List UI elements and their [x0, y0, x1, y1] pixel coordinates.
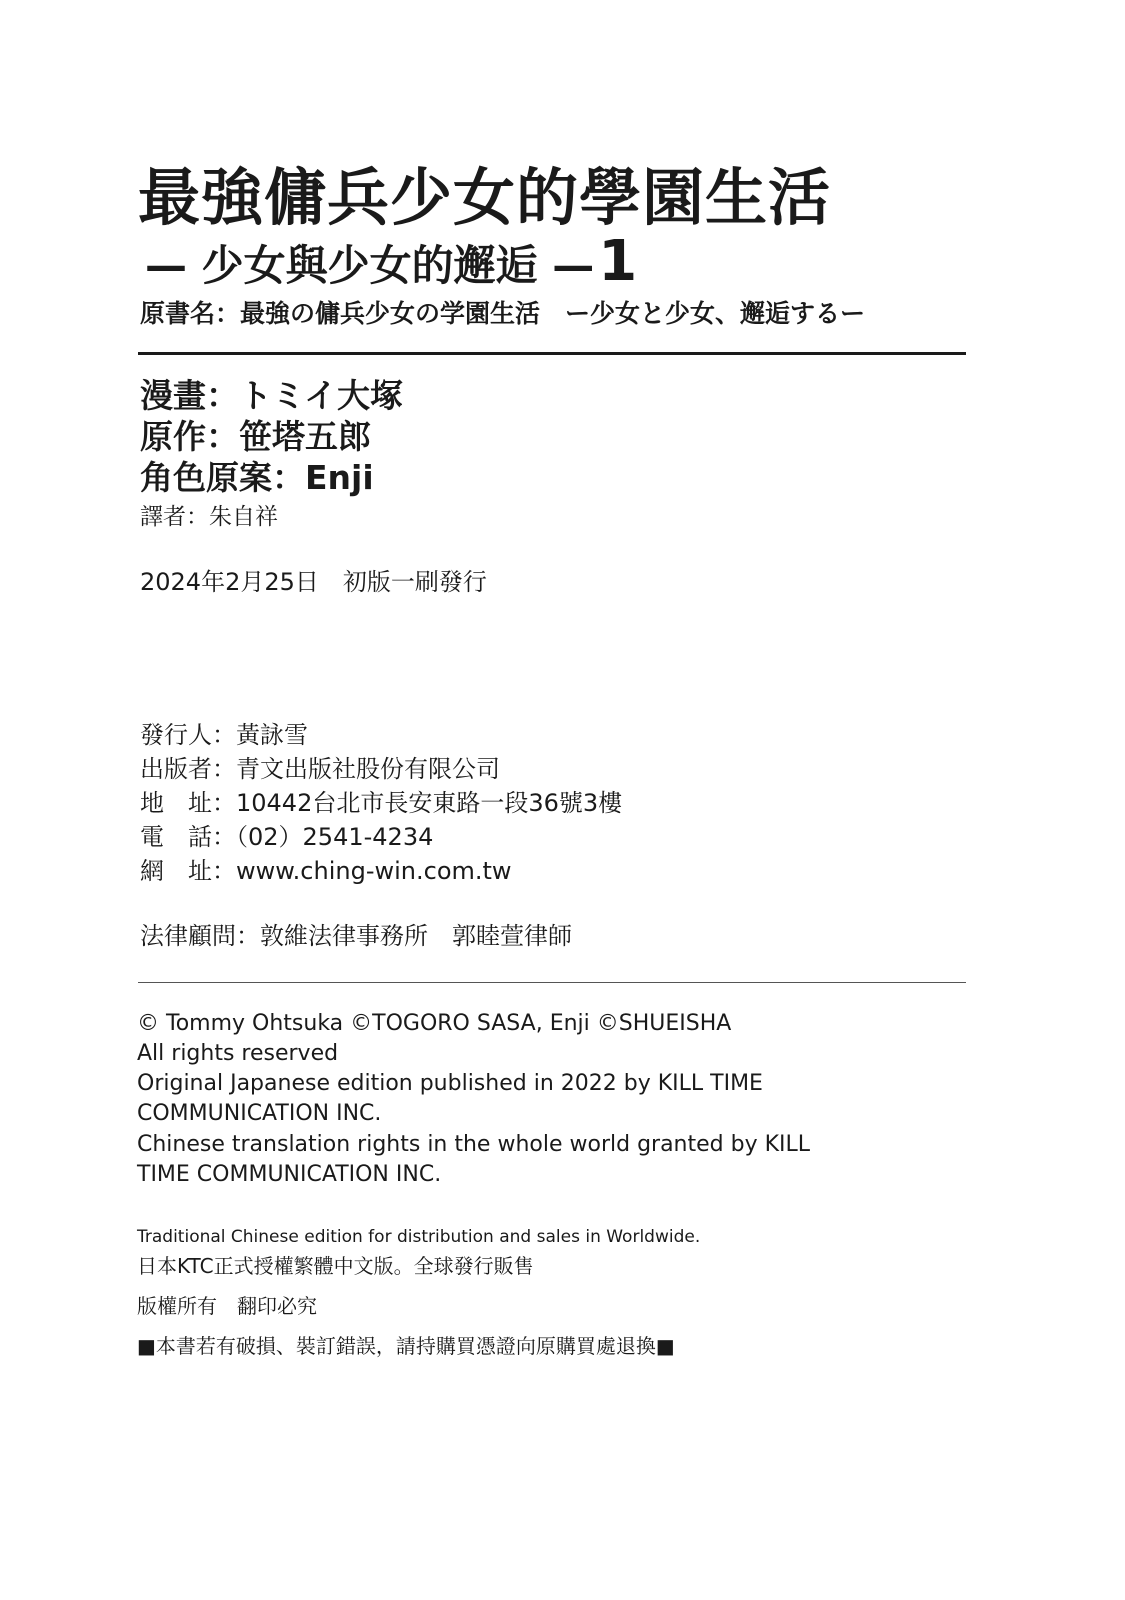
- phone: 電 話：（02）2541-4234: [140, 823, 434, 851]
- divider-thin: [138, 982, 966, 983]
- website: 網 址：www.ching-win.com.tw: [140, 857, 512, 885]
- copyright-line-4: Chinese translation rights in the whole world granted by KILL TIME COMMUNICATION INC.: [137, 1132, 811, 1187]
- distribution-english: Traditional Chinese edition for distribution and sales in Worldwide.: [137, 1227, 701, 1247]
- legal-counsel: 法律顧問：敦維法律事務所 郭睦萱律師: [140, 922, 572, 950]
- address: 地 址：10442台北市長安東路一段36號3樓: [140, 789, 623, 817]
- rights-reserved: 版權所有 翻印必究: [137, 1294, 317, 1318]
- divider-thick: [138, 352, 966, 355]
- book-title: 最強傭兵少女的學園生活: [138, 161, 832, 234]
- original-title: 原書名：最強の傭兵少女の学園生活 ー少女と少女、邂逅するー: [140, 299, 866, 328]
- credit-original-work: 原作：笹塔五郎: [140, 417, 371, 456]
- book-subtitle: [145, 229, 638, 294]
- credit-manga: 漫畫：トミイ大塚: [140, 376, 404, 415]
- distribution-chinese: 日本KTC正式授權繁體中文版。全球發行販售: [137, 1254, 534, 1278]
- credit-translator: 譯者：朱自祥: [140, 504, 278, 530]
- copyright-line-2: All rights reserved: [137, 1041, 339, 1066]
- credit-character-design: 角色原案：Enji: [140, 458, 374, 497]
- return-notice: ■本書若有破損、裝訂錯誤，請持購買憑證向原購買處退換■: [137, 1334, 675, 1358]
- copyright-line-1: © Tommy Ohtsuka ©TOGORO SASA, Enji ©SHUEISHA: [137, 1011, 732, 1036]
- issuer: 發行人：黃詠雪: [140, 721, 308, 749]
- subtitle-text: — 少女與少女的邂逅 —: [145, 241, 595, 290]
- copyright-line-3: Original Japanese edition published in 2022 by KILL TIME COMMUNICATION INC.: [137, 1071, 763, 1126]
- volume-number: 1: [598, 229, 638, 294]
- publisher: 出版者：青文出版社股份有限公司: [140, 755, 500, 783]
- publish-date: 2024年2月25日 初版一刷發行: [140, 568, 487, 596]
